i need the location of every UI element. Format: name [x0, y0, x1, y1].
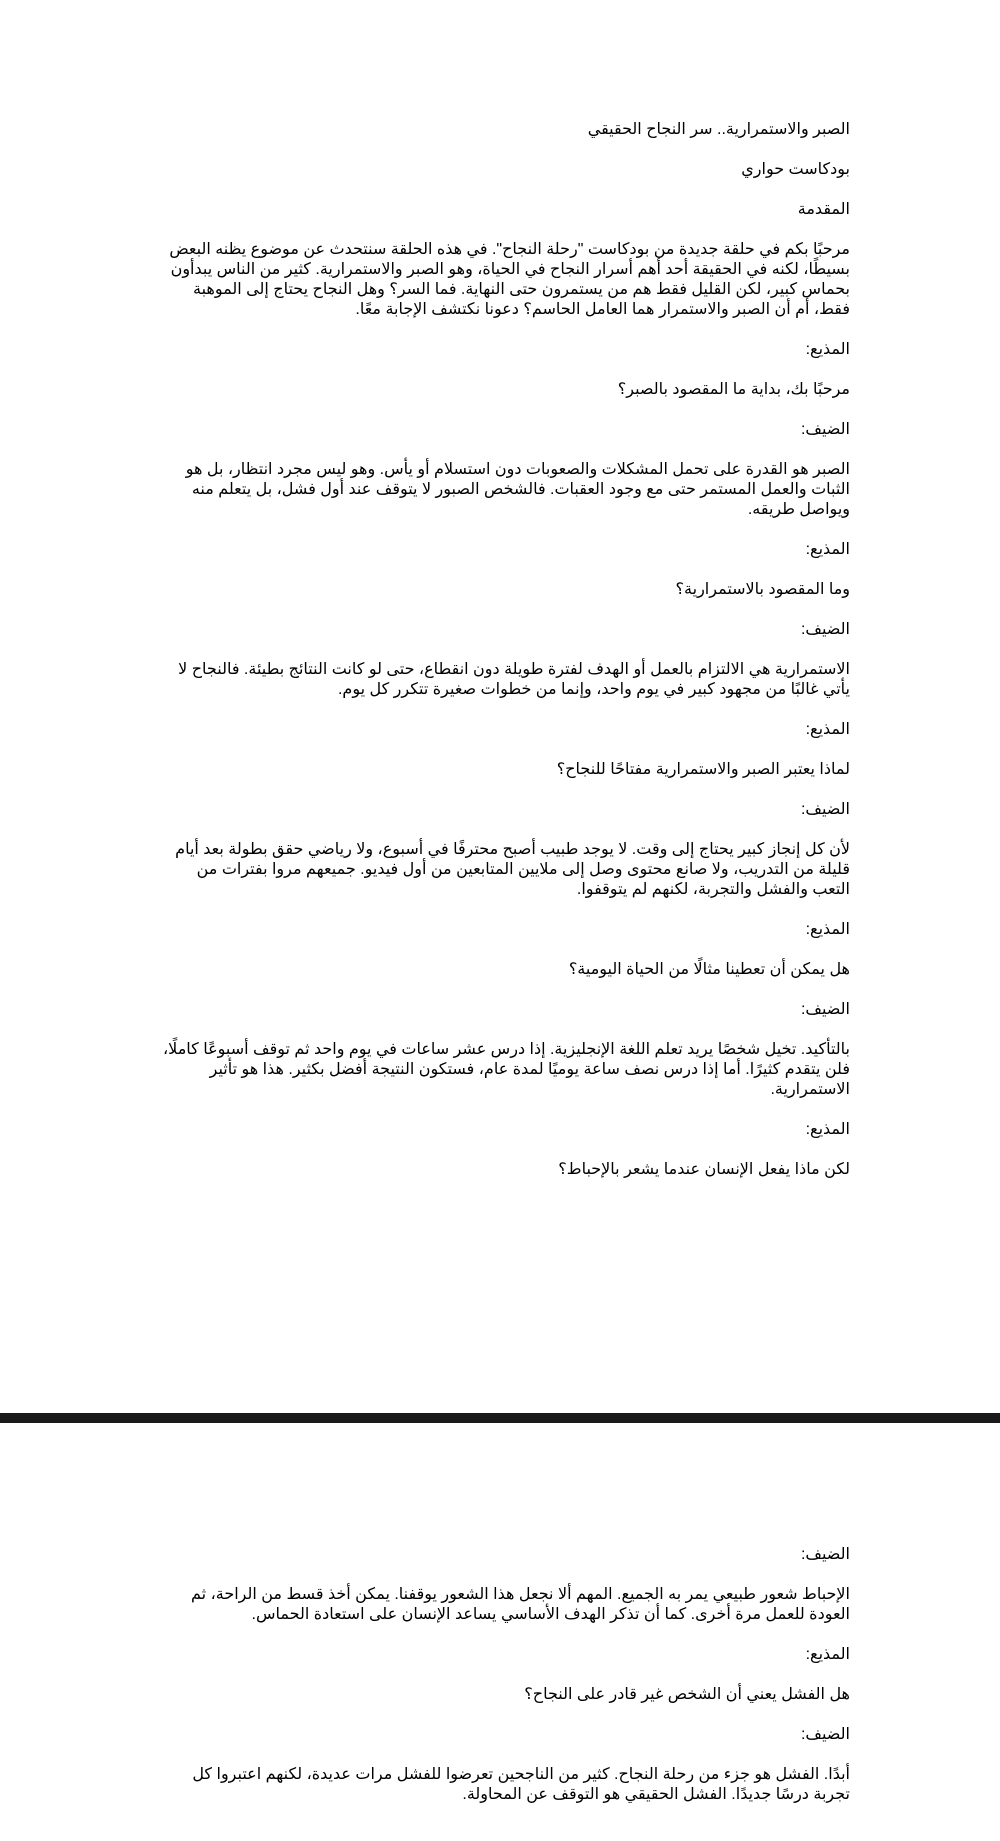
guest-answer: لأن كل إنجاز كبير يحتاج إلى وقت. لا يوجد طبيب أصبح محترفًا في أسبوع، ولا رياضي حقق بطولة بعد أيام قليلة من التدريب، ولا صانع محتوى وصل إلى ملايين المتابعين من أول فيديو. جميعهم مروا بفترات من التعب والفشل والتجربة، لكنهم لم يتوقفوا.	[175, 841, 850, 898]
host-question: هل يمكن أن تعطينا مثالًا من الحياة اليومية؟	[568, 961, 850, 978]
document-subtitle: بودكاست حواري	[741, 161, 850, 178]
speaker-label-guest: الضيف:	[800, 621, 850, 638]
guest-answer: أبدًا. الفشل هو جزء من رحلة النجاح. كثير من الناجحين تعرضوا للفشل مرات عديدة، لكنهم اعتبروا كل تجربة درسًا جديدًا. الفشل الحقيقي هو التوقف عن المحاولة.	[192, 1766, 850, 1803]
speaker-label-guest: الضيف:	[800, 801, 850, 818]
speaker-label-host: المذيع:	[805, 921, 850, 938]
speaker-label-host: المذيع:	[805, 721, 850, 738]
host-question: لكن ماذا يفعل الإنسان عندما يشعر بالإحباط؟	[558, 1161, 850, 1178]
page-break-divider	[0, 1413, 1000, 1423]
speaker-label-guest: الضيف:	[800, 1726, 850, 1743]
host-question: هل الفشل يعني أن الشخص غير قادر على النجاح؟	[524, 1686, 850, 1703]
document-title: الصبر والاستمرارية.. سر النجاح الحقيقي	[587, 121, 850, 138]
host-question: وما المقصود بالاستمرارية؟	[675, 581, 850, 598]
speaker-label-guest: الضيف:	[800, 421, 850, 438]
document-page-2	[0, 1423, 1000, 1841]
guest-answer: الصبر هو القدرة على تحمل المشكلات والصعوبات دون استسلام أو يأس. وهو ليس مجرد انتظار، بل هو الثبات والعمل المستمر حتى مع وجود العقبات. فالشخص الصبور لا يتوقف عند أول فشل، بل يتعلم منه ويواصل طريقه.	[185, 461, 850, 518]
host-question: مرحبًا بك، بداية ما المقصود بالصبر؟	[617, 381, 850, 398]
guest-answer: بالتأكيد. تخيل شخصًا يريد تعلم اللغة الإنجليزية. إذا درس عشر ساعات في يوم واحد ثم توقف أسبوعًا كاملًا، فلن يتقدم كثيرًا. أما إذا درس نصف ساعة يوميًا لمدة عام، فستكون النتيجة أفضل بكثير. هذا هو تأثير الاستمرارية.	[163, 1041, 850, 1098]
section-heading-introduction: المقدمة	[797, 201, 850, 218]
host-question: لماذا يعتبر الصبر والاستمرارية مفتاحًا للنجاح؟	[556, 761, 850, 778]
guest-answer: الاستمرارية هي الالتزام بالعمل أو الهدف لفترة طويلة دون انقطاع، حتى لو كانت النتائج بطيئة. فالنجاح لا يأتي غالبًا من مجهود كبير في يوم واحد، وإنما من خطوات صغيرة تتكرر كل يوم.	[178, 661, 850, 698]
speaker-label-guest: الضيف:	[800, 1001, 850, 1018]
page-2-content	[160, 1545, 850, 1825]
speaker-label-host: المذيع:	[805, 1121, 850, 1138]
guest-answer: الإحباط شعور طبيعي يمر به الجميع. المهم ألا نجعل هذا الشعور يوقفنا. يمكن أخذ قسط من الراحة، ثم العودة للعمل مرة أخرى. كما أن تذكر الهدف الأساسي يساعد الإنسان على استعادة الحماس.	[191, 1586, 850, 1623]
speaker-label-host: المذيع:	[805, 541, 850, 558]
speaker-label-host: المذيع:	[805, 1646, 850, 1663]
page-1-content	[160, 120, 850, 1200]
speaker-label-guest: الضيف:	[800, 1546, 850, 1563]
speaker-label-host: المذيع:	[805, 341, 850, 358]
introduction-paragraph: مرحبًا بكم في حلقة جديدة من بودكاست "رحلة النجاح". في هذه الحلقة سنتحدث عن موضوع يظنه البعض بسيطًا، لكنه في الحقيقة أحد أهم أسرار النجاح في الحياة، وهو الصبر والاستمرارية. كثير من الناس يبدأون بحماس كبير، لكن القليل فقط هم من يستمرون حتى النهاية. فما السر؟ وهل النجاح يحتاج إلى الموهبة فقط، أم أن الصبر والاستمرار هما العامل الحاسم؟ دعونا نكتشف الإجابة معًا.	[169, 241, 850, 318]
